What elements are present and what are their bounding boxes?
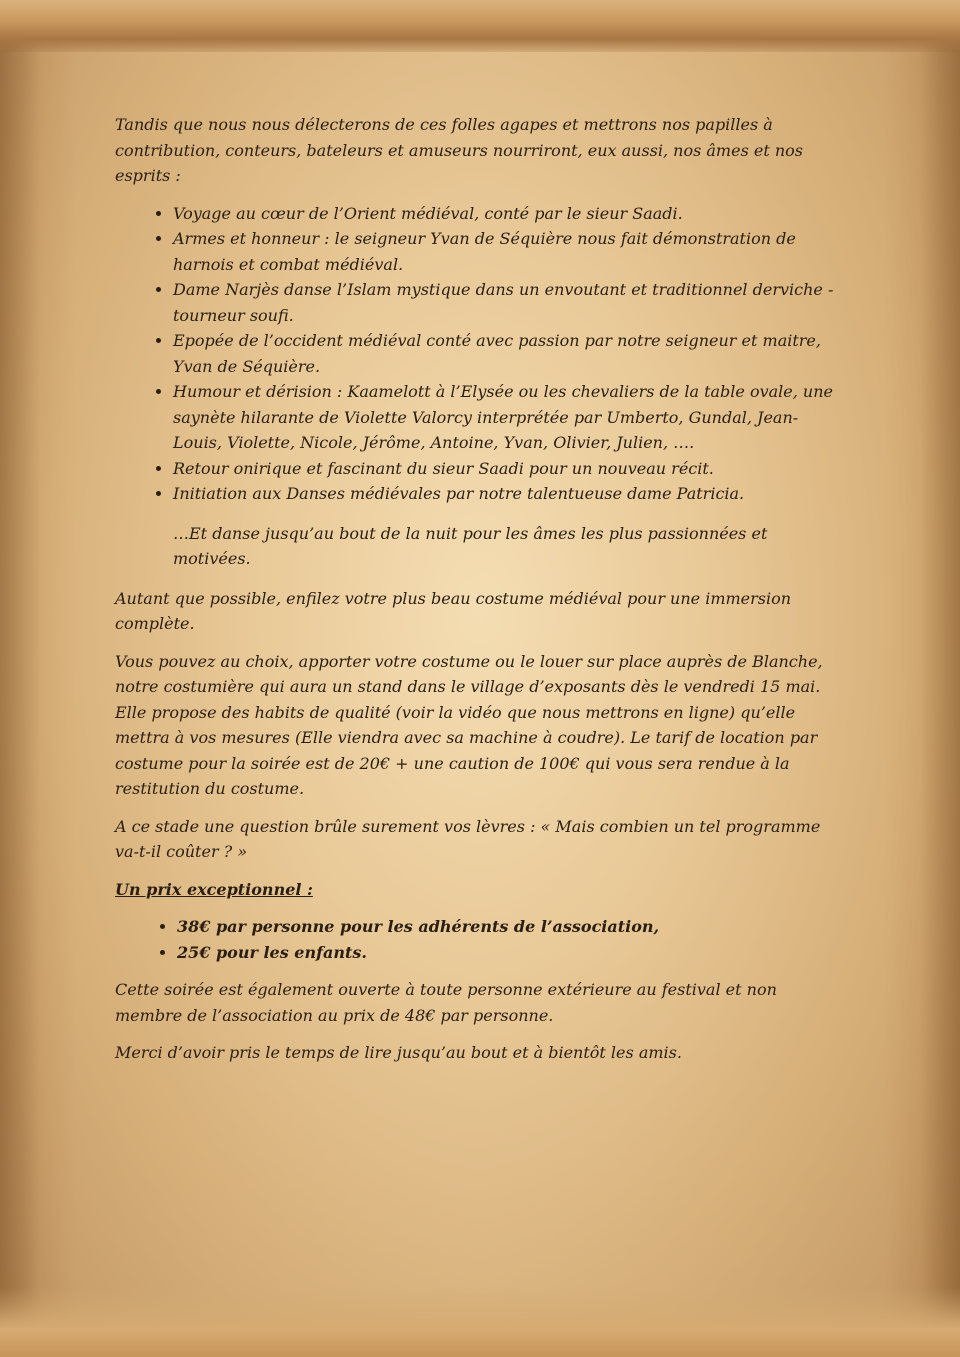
program-item: • Initiation aux Danses médiévales par notre talentueuse dame Patricia. — [173, 481, 845, 507]
rental-paragraph: Vous pouvez au choix, apporter votre costume ou le louer sur place auprès de Blanche, notre costumière qui aura un stand dans le village d’exposants dès le vendredi 15 mai. Elle propose des habits de qualité (voir la vidéo que nous mettrons en ligne) qu’elle mettra à vos mesures (Elle viendra avec sa machine à coudre). Le tarif de location par costume pour la soirée est de 20€ + une caution de 100€ qui vous sera rendue à la restitution du costume. — [115, 651, 823, 798]
price-item: • 38€ par personne pour les adhérents de l’association, — [177, 914, 845, 940]
program-list — [115, 201, 845, 507]
price-list — [115, 914, 845, 965]
program-item: • Armes et honneur : le seigneur Yvan de Séquière nous fait démonstration de harnois et combat médiéval. — [173, 226, 845, 277]
program-item: • Voyage au cœur de l’Orient médiéval, conté par le sieur Saadi. — [173, 201, 845, 227]
costume-paragraph: Autant que possible, enfilez votre plus beau costume médiéval pour une immersion complète. — [115, 588, 792, 633]
thanks-paragraph: Merci d’avoir pris le temps de lire jusqu’au bout et à bientôt les amis. — [115, 1043, 682, 1062]
question-paragraph: A ce stade une question brûle surement vos lèvres : « Mais combien un tel programme va-t-il coûter ? » — [115, 816, 821, 861]
price-item: • 25€ pour les enfants. — [177, 940, 845, 966]
scroll-top-roll — [0, 0, 960, 52]
program-item: • Epopée de l’occident médiéval conté avec passion par notre seigneur et maitre, Yvan de Séquière. — [173, 328, 845, 379]
open-paragraph: Cette soirée est également ouverte à toute personne extérieure au festival et non membre de l’association au prix de 48€ par personne. — [115, 980, 777, 1025]
program-item: • Retour onirique et fascinant du sieur Saadi pour un nouveau récit. — [173, 456, 845, 482]
parchment-left-edge — [0, 0, 40, 1357]
parchment-right-edge — [920, 0, 960, 1357]
scroll-bottom-roll — [0, 1287, 960, 1357]
after-program-paragraph: …Et danse jusqu’au bout de la nuit pour les âmes les plus passionnées et motivées. — [173, 523, 768, 568]
program-item: • Humour et dérision : Kaamelott à l’Elysée ou les chevaliers de la table ovale, une saynète hilarante de Violette Valorcy interprétée par Umberto, Gundal, Jean-Louis, Violette, Nicole, Jérôme, Antoine, Yvan, Olivier, Julien, …. — [173, 379, 845, 456]
price-heading: Un prix exceptionnel : — [115, 879, 313, 899]
program-item: • Dame Narjès danse l’Islam mystique dans un envoutant et traditionnel derviche -tourneur soufi. — [173, 277, 845, 328]
document-body — [115, 112, 845, 1078]
intro-paragraph: Tandis que nous nous délecterons de ces folles agapes et mettrons nos papilles à contribution, conteurs, bateleurs et amuseurs nourriront, eux aussi, nos âmes et nos esprits : — [115, 115, 803, 185]
